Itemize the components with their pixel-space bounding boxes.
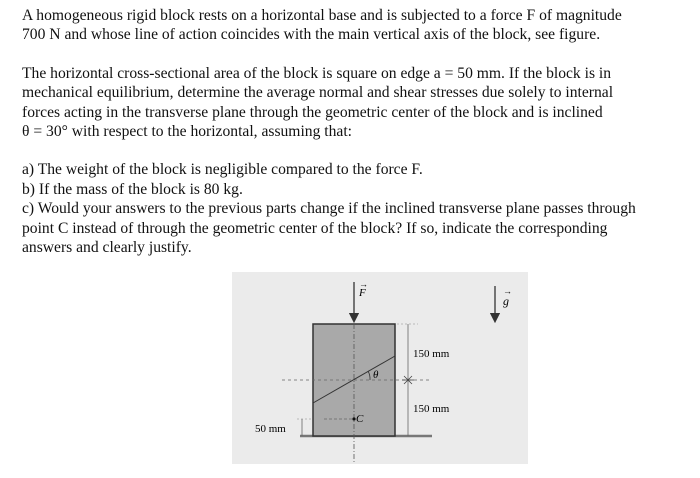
problem-line: A homogeneous rigid block rests on a horizontal base and is subjected to a force F of magnitude (22, 7, 622, 24)
problem-line: 700 N and whose line of action coincides with the main vertical axis of the block, see figure. (22, 26, 601, 44)
problem-line: forces acting in the transverse plane through the geometric center of the block and is inclined (22, 103, 603, 121)
problem-text (22, 6, 696, 257)
problem-line: mechanical equilibrium, determine the average normal and shear stresses due solely to internal (22, 84, 614, 102)
part-c-line: point C instead of through the geometric center of the block? If so, indicate the corresponding (22, 219, 608, 237)
block-figure (232, 272, 528, 464)
part-b-line: b) If the mass of the block is 80 kg. (22, 180, 243, 198)
gravity-vector-mark: → (503, 286, 512, 296)
part-c-line: c) Would your answers to the previous parts change if the inclined transverse plane passes through (22, 200, 636, 218)
part-c-line: answers and clearly justify. (22, 239, 192, 257)
problem-line: The horizontal cross-sectional area of the block is square on edge a = 50 mm. If the block is in (22, 64, 612, 82)
point-c-label: C (356, 413, 364, 425)
gravity-label: g (503, 294, 509, 308)
force-label: F (359, 287, 366, 299)
problem-line: θ = 30° with respect to the horizontal, assuming that: (22, 123, 352, 141)
paragraph-gap (22, 45, 696, 64)
paragraph-gap (22, 141, 696, 160)
dim-lower-label: 150 mm (413, 403, 450, 415)
force-vector-mark: → (359, 279, 368, 289)
dim-upper-label: 150 mm (413, 348, 450, 360)
part-a-line: a) The weight of the block is negligible compared to the force F. (22, 161, 423, 179)
theta-label: θ (373, 369, 379, 381)
dim-offset-label: 50 mm (255, 423, 286, 435)
